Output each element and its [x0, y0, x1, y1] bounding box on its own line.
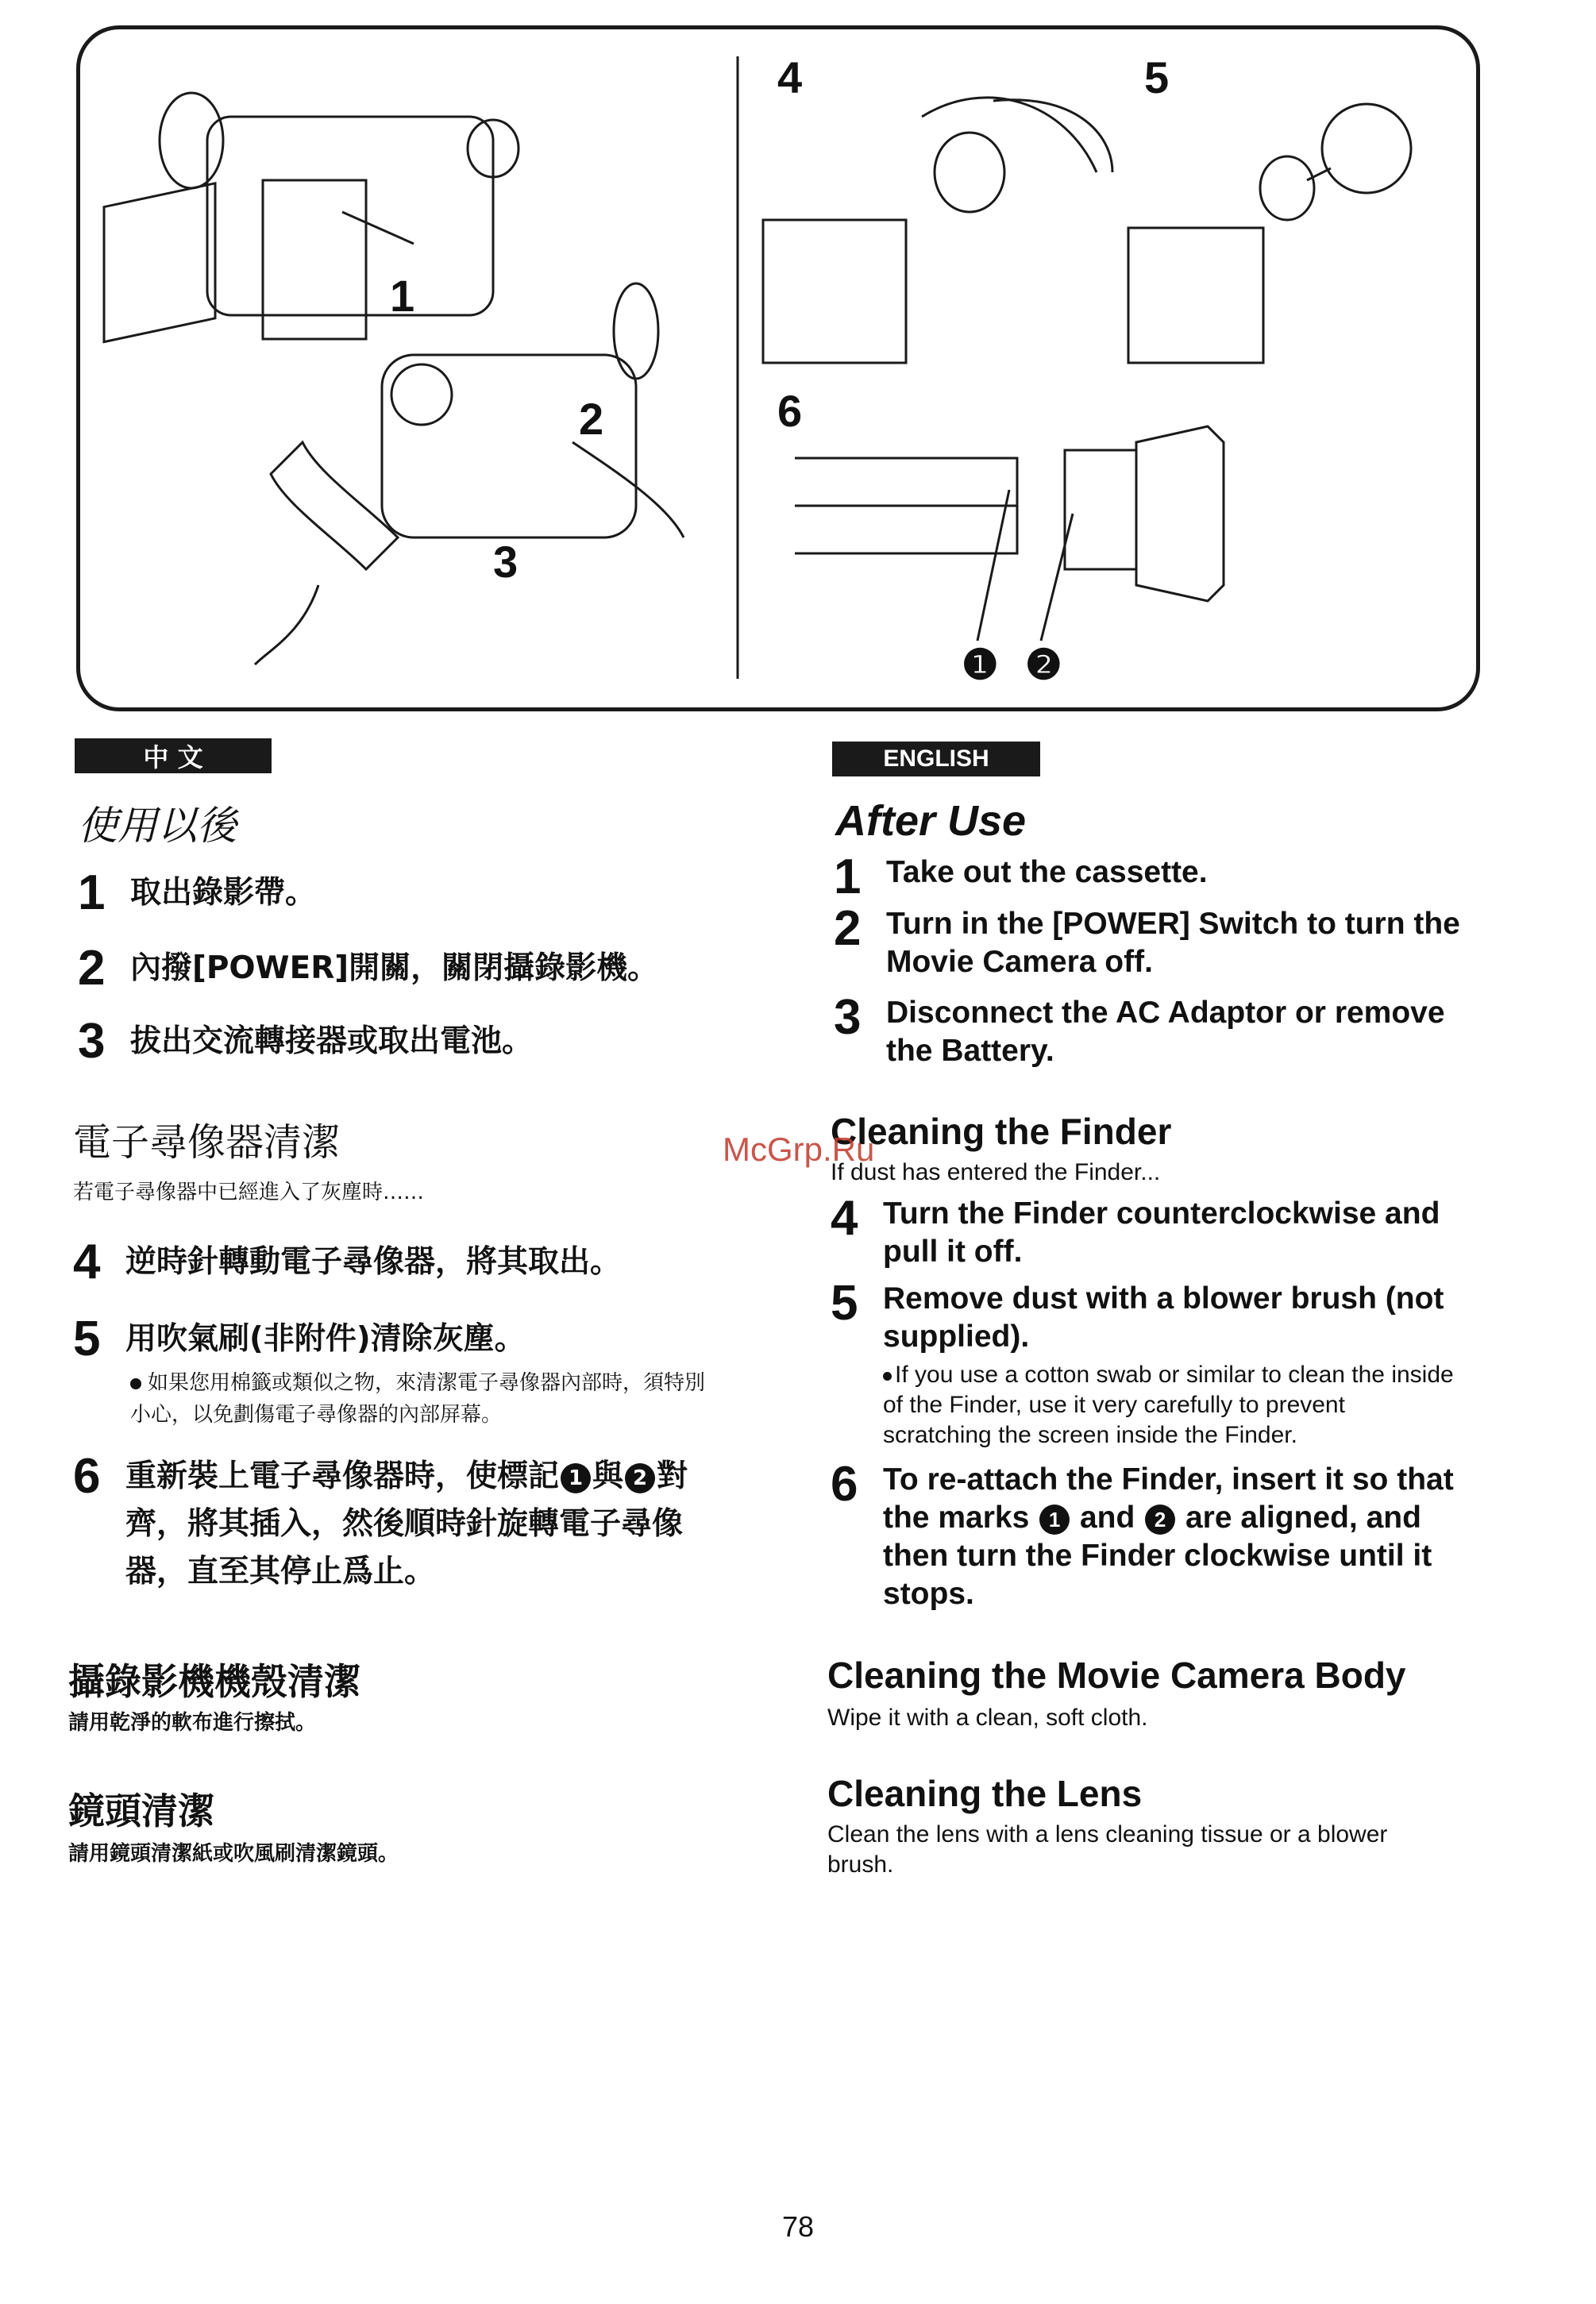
- camcorder-illustration: [80, 29, 1484, 715]
- illus-label-1: 1: [390, 271, 415, 321]
- watermark: McGrp.Ru: [723, 1131, 875, 1168]
- chinese-section-tag: 中 文: [75, 738, 272, 773]
- english-step-6: 6 To re-attach the Finder, insert it so that the marks 1 and 2 are aligned, and then turn the Finder clockwise until it stops.: [831, 1457, 1454, 1611]
- chinese-step-1: 1 取出錄影帶。: [78, 865, 317, 920]
- mark-2-icon: 2: [625, 1463, 655, 1493]
- english-finder-intro: If dust has entered the Finder...: [831, 1159, 1161, 1185]
- chinese-step-6: 6 重新裝上電子尋像器時，使標記 1 與 2 對齊，將其插入，然後順時針旋轉電子尋像器，直至其停止爲止。: [73, 1449, 688, 1589]
- english-title: After Use: [835, 797, 1027, 845]
- english-step-2: 2 Turn in the [POWER] Switch to turn the Movie Camera off.: [834, 901, 1460, 979]
- finder-ring: [1065, 450, 1136, 569]
- english-step-4: 4 Turn the Finder counterclockwise and pull it off.: [831, 1191, 1440, 1269]
- mark-2-icon: 2: [1145, 1505, 1175, 1535]
- mark-1-icon: 1: [561, 1463, 591, 1493]
- finder-eyecup-4: [935, 133, 1004, 212]
- chinese-step-5: 5 用吹氣刷(非附件)清除灰塵。: [73, 1312, 526, 1366]
- hand-illustration: [271, 442, 398, 569]
- camera-viewfinder-2: [391, 364, 452, 425]
- chinese-note: 如果您用棉籤或類似之物，來清潔電子尋像器內部時，須特別小心，以免劃傷電子尋像器的內部屏幕。: [130, 1371, 706, 1427]
- finder-eyecup-6: [1136, 426, 1224, 601]
- illus-label-6: 6: [777, 386, 803, 436]
- finder-eyecup-5: [1260, 156, 1314, 220]
- chinese-body-text: 請用乾淨的軟布進行擦拭。: [68, 1711, 317, 1735]
- english-step-3: 3 Disconnect the AC Adaptor or remove the Battery.: [834, 990, 1445, 1068]
- finder-camera-5: [1128, 228, 1263, 363]
- illustration-panel: [76, 25, 1480, 711]
- illus-marker-2: ❷: [1025, 642, 1062, 688]
- mark-1-icon: 1: [1039, 1505, 1070, 1535]
- chinese-lens-text: 請用鏡頭清潔紙或吹風刷清潔鏡頭。: [68, 1842, 399, 1866]
- chinese-step-4: 4 逆時針轉動電子尋像器，將其取出。: [73, 1235, 622, 1289]
- chinese-finder-intro: 若電子尋像器中已經進入了灰塵時……: [73, 1181, 425, 1204]
- illus-marker-1: ❶: [962, 642, 999, 688]
- english-body-title: Cleaning the Movie Camera Body: [827, 1655, 1406, 1696]
- camera-lens-1: [160, 93, 223, 188]
- bullet-icon: [883, 1372, 892, 1381]
- bullet-icon: [130, 1378, 141, 1389]
- illus-label-4: 4: [777, 52, 803, 102]
- english-lens-title: Cleaning the Lens: [827, 1773, 1143, 1814]
- illus-label-2: 2: [579, 394, 604, 444]
- blower-bulb: [1322, 104, 1411, 193]
- page-number: 78: [781, 2210, 815, 2243]
- mark-2-leader: [1041, 514, 1073, 641]
- chinese-finder-title: 電子尋像器清潔: [73, 1120, 341, 1165]
- camera-lens-2: [614, 283, 658, 379]
- english-lens-text: Clean the lens with a lens cleaning tissue or a blower brush.: [827, 1821, 1388, 1878]
- illus-label-5: 5: [1144, 52, 1170, 102]
- illus-label-3: 3: [493, 537, 519, 587]
- english-finder-title: Cleaning the Finder: [831, 1111, 1172, 1152]
- english-step-1: 1 Take out the cassette.: [834, 850, 1208, 904]
- finder-camera-4: [763, 220, 906, 363]
- rotation-arrow: [922, 98, 1097, 172]
- english-section-tag: ENGLISH: [832, 742, 1040, 776]
- english-note: If you use a cotton swab or similar to clean the inside of the Finder, use it very carefully to prevent scratching the screen inside the Finder.: [883, 1362, 1454, 1448]
- chinese-title: 使用以後: [78, 803, 237, 849]
- english-step-5: 5 Remove dust with a blower brush (not supplied).: [831, 1276, 1444, 1354]
- chinese-body-title: 攝錄影機機殼清潔: [68, 1660, 360, 1703]
- lcd-panel: [104, 183, 215, 342]
- chinese-step-3: 3 拔出交流轉接器或取出電池。: [78, 1014, 534, 1069]
- english-body-text: Wipe it with a clean, soft cloth.: [827, 1705, 1148, 1731]
- chinese-lens-title: 鏡頭清潔: [68, 1790, 214, 1832]
- mark-1-leader: [977, 490, 1009, 641]
- camera-body-2: [382, 355, 636, 537]
- chinese-step-2: 2 內撥[POWER]開關，關閉攝錄影機。: [78, 941, 659, 996]
